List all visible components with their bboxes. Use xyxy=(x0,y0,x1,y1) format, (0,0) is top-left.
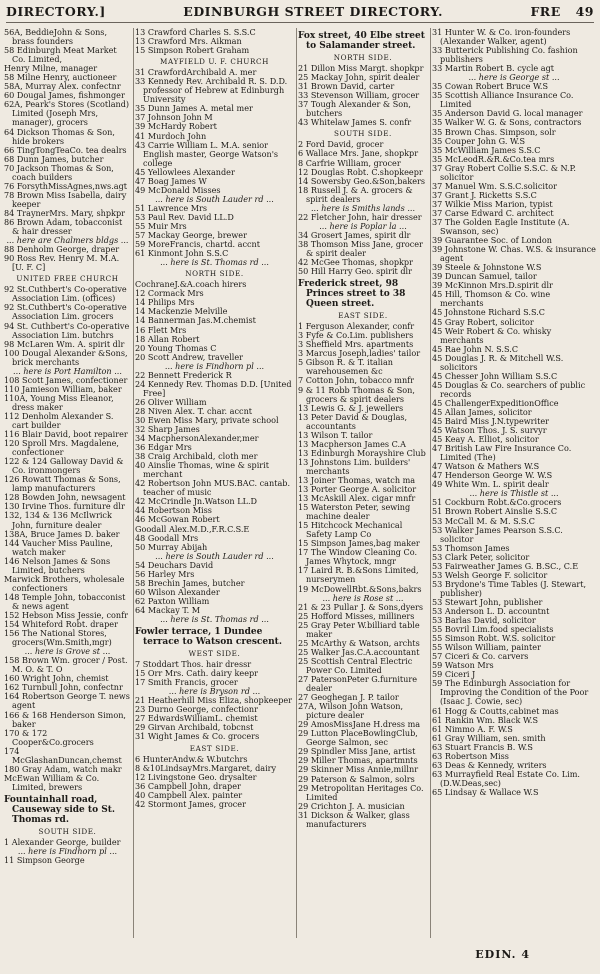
directory-entry: 45 Watson Thos. J. S. survyr xyxy=(432,425,547,436)
directory-entry: 29 Miller Thomas, apartmnts xyxy=(298,755,418,766)
directory-entry: 15 Orr Mrs. Cath. dairy keepr xyxy=(135,668,259,679)
side-subheading: EAST SIDE. xyxy=(338,311,388,321)
cross-street-note: ... here are Chalmers bldgs ... xyxy=(6,235,129,246)
directory-entry: 27 PatersonPeter G.furniture dealer xyxy=(298,674,418,694)
directory-entry: 31 CrawfordArchibald A. mer xyxy=(135,67,257,78)
directory-entry: 62 Paxton William xyxy=(135,595,210,606)
directory-entry: 61 Kinmont John S.S.C xyxy=(135,248,229,259)
directory-entry: 62A, Peark's Stores (Scotland) Limited (Joseph Mrs, manager), grocers xyxy=(4,99,130,128)
header-left: DIRECTORY.] xyxy=(6,4,106,19)
directory-entry: 1 Ferguson Alexander, confr xyxy=(298,321,415,332)
directory-entry: 86 Brown Adam, tobacconist & hair dresser xyxy=(4,216,123,237)
directory-entry: 68 Dunn James, butcher xyxy=(4,153,104,164)
directory-entry: 3 Marcus Joseph,ladies' tailor xyxy=(298,348,421,359)
directory-entry: 14 Sowersby Geo.&Son,bakers xyxy=(298,175,426,186)
directory-entry: 39 Steele & Johnstone W.S xyxy=(432,262,542,273)
directory-entry: 63 Murrayfield Real Estate Co. Lim.(D.W.Deas,sec) xyxy=(432,768,580,788)
side-subheading: MAYFIELD U. F. CHURCH xyxy=(160,57,269,67)
directory-entry: 116 Blair David, boot repairer xyxy=(4,429,128,440)
directory-entry: 29 Girvan Archibald, tobcnst xyxy=(135,722,254,733)
side-subheading: NORTH SIDE. xyxy=(185,269,244,279)
directory-entry: 146 Nelson James & Sons Limited, butchers xyxy=(4,555,111,575)
directory-entry: 57 Mackay George, brewer xyxy=(135,230,247,241)
directory-entry: 37 Gray Robert Collie S.S.C. & N.P. solicitor xyxy=(432,162,577,182)
directory-entry: 45 Johnstone Richard S.S.C xyxy=(432,307,545,318)
directory-entry: 94 St. Cuthbert's Co-operative Association Lim. butchrs xyxy=(4,320,130,340)
directory-entry: 33 Martin Robert B. cycle agt xyxy=(432,63,555,74)
directory-entry: 15 Waterston Peter, sewing machine dealer xyxy=(298,502,411,522)
directory-entry: 56A, BeddieJohn & Sons, brass founders xyxy=(4,28,108,47)
directory-entry: 8 Carfrie William, grocer xyxy=(298,157,401,168)
directory-entry: 44 Robertson Miss xyxy=(135,505,212,516)
directory-entry: 38 Thomson Miss Jane, grocer & spirit dealer xyxy=(298,238,423,258)
directory-entry: 37 Grant J. Ricketts S.S.C xyxy=(432,189,537,200)
directory-entry: 25 Walker Jas.C.A.accountant xyxy=(298,646,420,657)
directory-entry: Goodall Alex.M.D.,F.R.C.S.E xyxy=(135,523,250,534)
directory-entry: 35 Dunn James A. metal mer xyxy=(135,103,253,114)
directory-entry: 45 Allan James, solicitor xyxy=(432,406,532,417)
directory-entry: 132, 134 & 136 McIlwrick John, furniture dealer xyxy=(4,510,112,530)
directory-entry: 160 Wright John, chemist xyxy=(4,673,109,684)
cross-street-note: ... here is Port Hamilton ... xyxy=(13,365,122,376)
directory-entry: 3 Sheffield Mrs. apartments xyxy=(298,339,414,350)
directory-entry: Henry Milne, manager xyxy=(4,63,98,74)
directory-entry: 53 Fairweather James G. B.SC., C.E xyxy=(432,560,579,571)
directory-entry: 61 Rankin Wm. Black W.S xyxy=(432,714,539,725)
directory-entry: 88 Denholm George, draper xyxy=(4,244,120,255)
directory-entry: 47 Henderson George W. W.S xyxy=(432,470,553,481)
directory-entry: 55 Muir Mrs xyxy=(135,220,187,231)
directory-entry: 37 Manuel Wm. S.S.C.solicitor xyxy=(432,180,557,191)
directory-entry: 53 Barlas David, solicitor xyxy=(432,615,536,626)
directory-entry: 64 Mackay T. M xyxy=(135,604,201,615)
directory-entry: 128 Bowden John, newsagent xyxy=(4,492,126,503)
column-divider xyxy=(430,28,431,938)
directory-entry: 8 &10LindsayMrs.Margaret, dairy xyxy=(135,762,277,773)
directory-entry: CochraneJ.&A.coach hirers xyxy=(135,279,247,290)
directory-entry: 45 Douglas J. R. & Mitchell W.S. solicitors xyxy=(432,352,564,372)
directory-entry: 158 Brown Wm. grocer / Post. M. O. & T. O xyxy=(4,655,128,675)
directory-entry: 17 Laird R. B.&Sons Limited, nurserymen xyxy=(298,565,419,585)
directory-entry: 152 Hebson Miss Jessie, confr xyxy=(4,610,128,620)
directory-entry: 22 Bennett Frederick R xyxy=(135,369,232,380)
directory-entry: 13 Peter David & Douglas, accountants xyxy=(298,411,408,431)
directory-entry: 7 Cotton John, tobacco mnfr xyxy=(298,375,415,386)
directory-entry: Marwick Brothers, wholesale confectioners xyxy=(4,573,125,593)
directory-entry: 53 Brydone's Time Tables (J. Stewart, publisher) xyxy=(432,578,587,598)
directory-entry: 90 Ross Rev. Henry M. M.A. [U. F. C] xyxy=(4,253,120,273)
directory-entry: 25 Hofford Misses, milliners xyxy=(298,610,415,621)
cross-street-note: ... here is Grove st ... xyxy=(24,646,111,657)
directory-entry: 51 Brown Robert Ainslie S.S.C xyxy=(432,506,558,517)
directory-entry: 37 The Golden Eagle Institute (A. Swanson, sec) xyxy=(432,216,570,237)
cross-street-note: ... here is Rose st ... xyxy=(322,592,404,603)
directory-entry: 13 Joiner Thomas, watch ma xyxy=(298,474,416,485)
directory-entry: 22 Fletcher John, hair dresser xyxy=(298,211,422,222)
directory-entry: 55 Bovril Lim.food specialists xyxy=(432,624,554,635)
directory-columns xyxy=(4,28,596,938)
directory-entry: 29 Spindler Miss Jane, artist xyxy=(298,746,416,757)
directory-entry: 63 Robertson Miss xyxy=(432,750,509,761)
page-number: 49 xyxy=(575,4,594,19)
directory-entry: 61 Nimmo A. F. W.S xyxy=(432,723,513,734)
directory-entry: 156 The National Stores, grocers(Wm.Smith,mgr) xyxy=(4,628,112,648)
column-4 xyxy=(432,28,596,938)
directory-entry: 35 McWilliam James S.S.C xyxy=(432,144,541,155)
directory-entry: 19 McDowellRbt.&Sons,bakrs xyxy=(298,583,422,594)
directory-entry: 45 ChallengerExpeditionOffice xyxy=(432,397,559,408)
directory-entry: 26 Oliver William xyxy=(135,396,207,407)
directory-entry: 33 Stevenson William, grocer xyxy=(298,90,420,101)
directory-entry: 48 Goodall Mrs xyxy=(135,532,199,543)
directory-entry: 35 Couper John G. W.S xyxy=(432,135,526,146)
directory-entry: 7 Stoddart Thos. hair dressr xyxy=(135,659,252,670)
directory-entry: 31 Dickson & Walker, glass manufacturers xyxy=(298,809,410,829)
directory-entry: 33 Butterick Publishing Co. fashion publishers xyxy=(432,45,578,65)
directory-entry: 13 Crawford Mrs. Aikman xyxy=(135,36,242,47)
directory-entry: 65 Lindsay & Wallace W.S xyxy=(432,786,539,797)
directory-entry: 100 Dougal Alexander &Sons, brick merchants xyxy=(4,347,128,367)
directory-entry: 49 McDonald Misses xyxy=(135,184,221,195)
directory-entry: 21 Dillon Miss Margt. shopkpr xyxy=(298,63,424,74)
directory-entry: 39 McKinnon Mrs.D.spirit dlr xyxy=(432,280,553,291)
cross-street-note: ... here is Findhorn pl ... xyxy=(164,360,265,371)
directory-entry: 49 White Wm. L. spirit dealr xyxy=(432,479,549,490)
directory-entry: 59 Watson Mrs xyxy=(432,660,494,671)
directory-entry: 14 Philips Mrs xyxy=(135,297,195,308)
directory-entry: 34 Grosert James, spirit dlr xyxy=(298,229,411,240)
directory-entry: 38 Craig Archibald, cloth mer xyxy=(135,451,258,462)
directory-entry: 12 Douglas Robt. C.shopkeepr xyxy=(298,166,423,177)
directory-entry: 53 McCall M. & M. S.S.C xyxy=(432,515,535,526)
directory-entry: 53 Paul Rev. David LL.D xyxy=(135,211,234,222)
directory-entry: 45 Chesser John William S.S.C xyxy=(432,370,558,381)
directory-entry: 33 Kennedy Rev. Archibald R. S. D.D. professor of Hebrew at Edinburgh University xyxy=(135,76,288,105)
directory-entry: 37 Carse Edward C. architect xyxy=(432,207,554,218)
directory-entry: 23 Durno George, confectionr xyxy=(135,704,258,715)
directory-entry: 110 Jamieson William, baker xyxy=(4,383,122,394)
directory-entry: 13 Johnstons Lim. builders' merchants xyxy=(298,456,411,476)
directory-entry: 17 The Window Cleaning Co. James Whytock, mngr xyxy=(298,547,418,567)
directory-entry: 144 Vaucher Miss Pauline, watch maker xyxy=(4,537,113,557)
directory-entry: 53 Thomson James xyxy=(432,542,510,553)
street-heading: Fowler terrace, 1 Dundee terrace to Watson crescent. xyxy=(135,627,282,648)
directory-entry: 45 Baird Miss J.N.typewriter xyxy=(432,416,550,427)
directory-entry: 12 Livingstone Geo. drysalter xyxy=(135,771,257,782)
directory-entry: 92 St.Cuthbert's Co-operative Association Lim. grocers xyxy=(4,302,127,322)
directory-entry: 42 McCrindle Jn.Watson LL.D xyxy=(135,496,258,507)
side-subheading: UNITED FREE CHURCH xyxy=(16,274,119,284)
directory-entry: 14 Mackenzie Melville xyxy=(135,306,228,317)
directory-entry: 126 Rowatt Thomas & Sons, lamp manufacturers xyxy=(4,474,121,494)
column-1 xyxy=(4,28,131,938)
directory-entry: 21 & 23 Pullar J. & Sons,dyers xyxy=(298,601,424,612)
directory-entry: 61 Hogg & Coutts,cabinet mas xyxy=(432,705,559,716)
side-subheading: SOUTH SIDE. xyxy=(38,826,97,836)
side-subheading: SOUTH SIDE. xyxy=(334,129,392,139)
directory-entry: McEwan William & Co. Limited, brewers xyxy=(4,772,100,792)
directory-entry: 58 Brechin James, butcher xyxy=(135,577,245,588)
directory-entry: 60 Wilson Alexander xyxy=(135,586,220,597)
directory-entry: 18 Allan Robert xyxy=(135,333,200,344)
cross-street-note: ... here is Poplar la ... xyxy=(319,220,407,231)
directory-entry: 25 Scottish Central Electric Power Co. Limited xyxy=(298,655,413,675)
cross-street-note: ... here is Findhorn pl ... xyxy=(17,846,118,857)
directory-entry: 43 Carrie William L. M.A. senior English master, George Watson's college xyxy=(135,139,279,168)
directory-entry: 41 Murdoch John xyxy=(135,130,207,141)
directory-entry: 35 Scottish Alliance Insurance Co. Limited xyxy=(432,90,574,110)
directory-entry: 13 Macpherson James C.A xyxy=(298,438,406,449)
directory-entry: 122 & 124 Galloway David & Co. ironmongers xyxy=(4,456,124,476)
column-divider xyxy=(133,28,134,938)
directory-entry: 53 Welsh George F. solicitor xyxy=(432,569,548,580)
column-3 xyxy=(298,28,428,938)
directory-entry: 35 Anderson David G. local manager xyxy=(432,108,583,119)
directory-entry: 5 Gibson R. & T. italian warehousemen &c xyxy=(298,357,394,377)
directory-entry: 37 Wilkie Miss Marion, typist xyxy=(432,198,553,209)
directory-entry: 45 Keay A. Elliot, solicitor xyxy=(432,434,539,445)
directory-entry: 27 EdwardsWilliamL. chemist xyxy=(135,713,258,724)
directory-entry: 36 Campbell John, draper xyxy=(135,780,241,791)
directory-entry: 39 McHardy Robert xyxy=(135,121,217,132)
directory-entry: 60 Dougal James, fishmonger xyxy=(4,90,125,101)
directory-entry: 180 Gray Adam, watch makr xyxy=(4,763,122,774)
directory-entry: 13 Crawford Charles S. S.S.C xyxy=(135,28,256,37)
directory-entry: 51 Lawrence Mrs xyxy=(135,202,208,213)
directory-entry: 45 Douglas & Co. searchers of public records xyxy=(432,379,586,399)
directory-entry: 92 St.Cuthbert's Co-operative Association Lim. (offices) xyxy=(4,284,127,304)
directory-entry: 30 Ewen Miss Mary, private school xyxy=(135,414,279,425)
directory-entry: 24 Kennedy Rev. Thomas D.D. [United Free] xyxy=(135,378,292,398)
cross-street-note: ... here is Thistle st ... xyxy=(469,488,559,499)
column-2 xyxy=(135,28,294,938)
directory-entry: 6 Wallace Mrs. Jane, shopkpr xyxy=(298,148,419,159)
directory-entry: 13 Porter George A. solicitor xyxy=(298,484,417,495)
directory-entry: 28 Niven Alex. T. char. accnt xyxy=(135,405,253,416)
directory-entry: 148 Temple John, tobacconist & news agent xyxy=(4,591,126,611)
directory-entry: 53 Clark Peter, solicitor xyxy=(432,551,530,562)
directory-entry: 39 Duncan Samuel, tailor xyxy=(432,271,537,282)
directory-entry: 59 The Edinburgh Association for Improving the Condition of the Poor (Isaac J. Cowie, sec) xyxy=(432,678,589,707)
directory-entry: 11 Simpson George xyxy=(4,855,85,866)
directory-entry: 35 Brown Chas. Simpson, solr xyxy=(432,126,556,137)
directory-entry: 63 Stuart Francis B. W.S xyxy=(432,741,533,752)
directory-entry: 51 Cockburn Robt.&Co.grocers xyxy=(432,497,562,508)
directory-entry: 15 Simpson Robert Graham xyxy=(135,45,250,56)
header-right xyxy=(520,4,594,19)
directory-entry: 47 Watson & Mathers W.S xyxy=(432,461,540,472)
cross-street-note: ... here is St. Thomas rd ... xyxy=(160,257,269,268)
directory-entry: 98 McLaren Wm. A. spirit dlr xyxy=(4,338,125,349)
directory-entry: 12 Cormack Mrs xyxy=(135,288,204,299)
directory-entry: 59 MoreFrancis, chartd. accnt xyxy=(135,239,261,250)
directory-entry: 35 Walker W. G. & Sons, contractors xyxy=(432,117,582,128)
side-subheading: NORTH SIDE. xyxy=(333,53,393,62)
directory-entry: 43 Whitelaw James S. confr xyxy=(298,117,412,128)
directory-entry: 32 Sharp James xyxy=(135,424,200,435)
directory-entry: 166 & 168 Henderson Simon, baker xyxy=(4,709,126,729)
directory-entry: 36 Edgar Mrs xyxy=(135,442,192,453)
directory-entry: 1 Alexander George, builder xyxy=(4,836,121,847)
directory-entry: 3 Fyfe & Co.Lim. publishers xyxy=(298,330,414,341)
directory-entry: 53 Anderson L. D. accountnt xyxy=(432,606,550,616)
directory-entry: 64 Dickson Thomas & Son, hide brokers xyxy=(4,126,115,146)
side-subheading: WEST SIDE. xyxy=(188,649,241,659)
directory-entry: 154 Whiteford Robt. draper xyxy=(4,619,118,630)
directory-entry: 40 Ainslie Thomas, wine & spirit merchant xyxy=(135,460,269,480)
directory-entry: 170 & 172 Cooper&Co.grocers xyxy=(4,727,94,747)
cross-street-note: ... here is George st ... xyxy=(468,72,560,83)
directory-entry: 27A, Wilson John Watson, picture dealer xyxy=(298,701,404,721)
directory-entry: 39 Guarantee Soc. of London xyxy=(432,235,552,246)
street-heading: Frederick street, 98 Princes street to 38 Queen street. xyxy=(298,279,406,310)
directory-entry: 20 Scott Andrew, traveller xyxy=(135,351,244,362)
directory-entry: 55 Wilson William, painter xyxy=(432,642,541,653)
directory-entry: 164 Robertson George T. news agent xyxy=(4,691,130,711)
directory-entry: 45 Gray Robert, solicitor xyxy=(432,316,534,327)
directory-entry: 78 Brown Miss Isabella, dairy keeper xyxy=(4,189,127,209)
directory-entry: 15 Simpson James,bag maker xyxy=(298,538,420,549)
directory-entry: 25 Mackay John, spirit dealer xyxy=(298,72,420,83)
directory-entry: 76 ForsythMissAgnes,nws.agt xyxy=(4,180,128,191)
directory-entry: 58 Edinburgh Meat Market Co. Limited, xyxy=(4,45,117,65)
directory-entry: 39 Johnstone W. Chas. W.S. & insurance agent xyxy=(432,244,596,264)
cross-street-note: ... here is St. Thomas rd ... xyxy=(160,614,269,624)
directory-entry: 56 Harley Mrs xyxy=(135,568,195,579)
directory-entry: 9 & 11 Robb Thomas & Son, grocers & spirit dealers xyxy=(298,384,415,404)
directory-entry: 29 Metropolitan Heritages Co. Limited xyxy=(298,782,424,802)
directory-entry: 46 McGowan Robert xyxy=(135,514,220,525)
directory-entry: 25 McArthy & Watson, archts xyxy=(298,637,420,648)
directory-entry: 59 Ciceri J xyxy=(432,669,476,680)
directory-entry: 47 British Law Fire Insurance Co. Limited (The) xyxy=(432,443,572,463)
directory-entry: 21 Heatherhill Miss Eliza, shopkeeper xyxy=(135,695,293,706)
directory-entry: 35 Cowan Robert Bruce W.S xyxy=(432,81,549,92)
directory-entry: 61 Gray William, sen. smith xyxy=(432,732,546,743)
street-heading: Fountainhall road, Causeway side to St. Thomas rd. xyxy=(4,794,115,825)
cross-street-note: ... here is Bryson rd ... xyxy=(168,686,261,697)
directory-entry: 34 MacphersonAlexander,mer xyxy=(135,433,259,444)
directory-entry: 42 Stormont James, grocer xyxy=(135,798,246,809)
directory-entry: 29 Crichton J. A. musician xyxy=(298,800,405,811)
directory-entry: 110A, Young Miss Eleanor, dress maker xyxy=(4,392,114,412)
directory-entry: 17 Smith Francis, grocer xyxy=(135,677,238,688)
directory-entry: 6 HunterAndw.& W.butchrs xyxy=(135,753,248,764)
directory-entry: 108 Scott James, confectioner xyxy=(4,374,128,385)
directory-entry: 40 Campbell Alex. painter xyxy=(135,789,243,800)
column-divider xyxy=(296,28,297,938)
section-letters: FRE xyxy=(530,4,561,19)
directory-entry: 120 Sproll Mrs. Magdalene, confectioner xyxy=(4,438,119,458)
directory-entry: 29 Paterson & Salmon, solrs xyxy=(298,773,415,784)
directory-entry: 29 AmosMissJane H.dress ma xyxy=(298,719,421,730)
directory-entry: 16 Flett Mrs xyxy=(135,324,187,335)
directory-entry: 42 Robertson John MUS.BAC. cantab. teacher of music xyxy=(135,478,291,498)
directory-entry: 20 Young Thomas C xyxy=(135,342,217,353)
directory-entry: 70 Jackson Thomas & Son, coach builders xyxy=(4,162,114,182)
directory-entry: 35 McLeodR.&R.&Co.tea mrs xyxy=(432,153,555,164)
directory-entry: 55 Simson Robt. W.S. solicitor xyxy=(432,633,556,644)
directory-entry: 27 Geoghegan J. P. tailor xyxy=(298,692,399,703)
directory-entry: 45 Yellowlees Alexander xyxy=(135,166,235,177)
directory-entry: 66 TingTongTeaCo. tea dealrs xyxy=(4,144,127,155)
directory-entry: 37 Tough Alexander & Son, butchers xyxy=(298,99,411,119)
directory-entry: 53 Walker James Pearson S.S.C. solicitor xyxy=(432,524,563,544)
directory-entry: 29 Lutton PlaceBowlingClub, George Salmon, sec xyxy=(298,728,418,748)
directory-entry: 45 Hill, Thomson & Co. wine merchants xyxy=(432,289,551,309)
page-header xyxy=(6,4,594,23)
directory-entry: 13 Wilson T. tailor xyxy=(298,429,373,440)
directory-entry: 58 Milne Henry, auctioneer xyxy=(4,72,117,83)
directory-entry: 58A, Murray Alex. confectnr xyxy=(4,81,121,92)
directory-entry: 53 Stewart John, publisher xyxy=(432,596,543,607)
directory-entry: 29 Skinner Miss Annie,millnr xyxy=(298,764,419,775)
directory-entry: 42 McGee Thomas, shopkpr xyxy=(298,257,413,268)
directory-entry: 13 Edinburgh Morayshire Club xyxy=(298,447,426,458)
directory-entry: 112 Denholm Alexander S. cart builder xyxy=(4,410,114,431)
directory-entry: 31 Hunter W. & Co. iron-founders (Alexander Walker, agent) xyxy=(432,28,571,47)
directory-entry: 37 Johnson John M xyxy=(135,112,213,123)
directory-entry: 13 McAskill Alex. cigar mnfr xyxy=(298,493,416,504)
directory-entry: 31 Wight James & Co. grocers xyxy=(135,731,260,742)
directory-entry: 14 Bannerman Jas.M.chemist xyxy=(135,315,256,326)
directory-entry: 45 Weir Robert & Co. whisky merchants xyxy=(432,325,552,345)
directory-entry: 2 Ford David, grocer xyxy=(298,139,384,150)
cross-street-note: ... here is South Lauder rd ... xyxy=(155,193,274,204)
directory-entry: 57 Ciceri & Co. carvers xyxy=(432,651,529,662)
directory-entry: 50 Murray Abijah xyxy=(135,541,208,552)
directory-entry: 45 Rae John N. S.S.C xyxy=(432,343,519,354)
page-footer: EDIN. 4 xyxy=(475,948,530,961)
directory-entry: 18 Russell J. & A. grocers & spirit dealers xyxy=(298,184,413,204)
directory-entry: 54 Deuchars David xyxy=(135,559,214,570)
directory-entry: 63 Deas & Kennedy, writers xyxy=(432,759,547,770)
street-heading: Fox street, 40 Elbe street to Salamander street. xyxy=(298,31,425,51)
directory-entry: 84 TraynerMrs. Mary, shpkpr xyxy=(4,207,125,218)
directory-entry: 31 Brown David, carter xyxy=(298,81,395,92)
cross-street-note: ... here is Smiths lands ... xyxy=(310,202,416,213)
directory-entry: 130 Irvine Thos. furniture dlr xyxy=(4,501,125,512)
directory-entry: 25 Gray Peter W.billiard table maker xyxy=(298,619,420,639)
directory-entry: 138A, Bruce James D. baker xyxy=(4,528,120,539)
cross-street-note: ... here is South Lauder rd ... xyxy=(155,550,274,561)
directory-entry: 162 Turnbull John, confectnr xyxy=(4,682,123,693)
directory-entry: 50 Hill Harry Geo. spirit dlr xyxy=(298,266,413,277)
directory-entry: 13 Lewis G. & J. jewellers xyxy=(298,402,404,413)
directory-entry: 174 McGlashanDuncan,chemst xyxy=(4,745,122,765)
side-subheading: EAST SIDE. xyxy=(189,743,240,753)
directory-entry: 47 Boag James W xyxy=(135,175,207,186)
directory-entry: 15 Hitchcock Mechanical Safety Lamp Co xyxy=(298,520,403,540)
page-title: EDINBURGH STREET DIRECTORY. xyxy=(183,4,443,19)
